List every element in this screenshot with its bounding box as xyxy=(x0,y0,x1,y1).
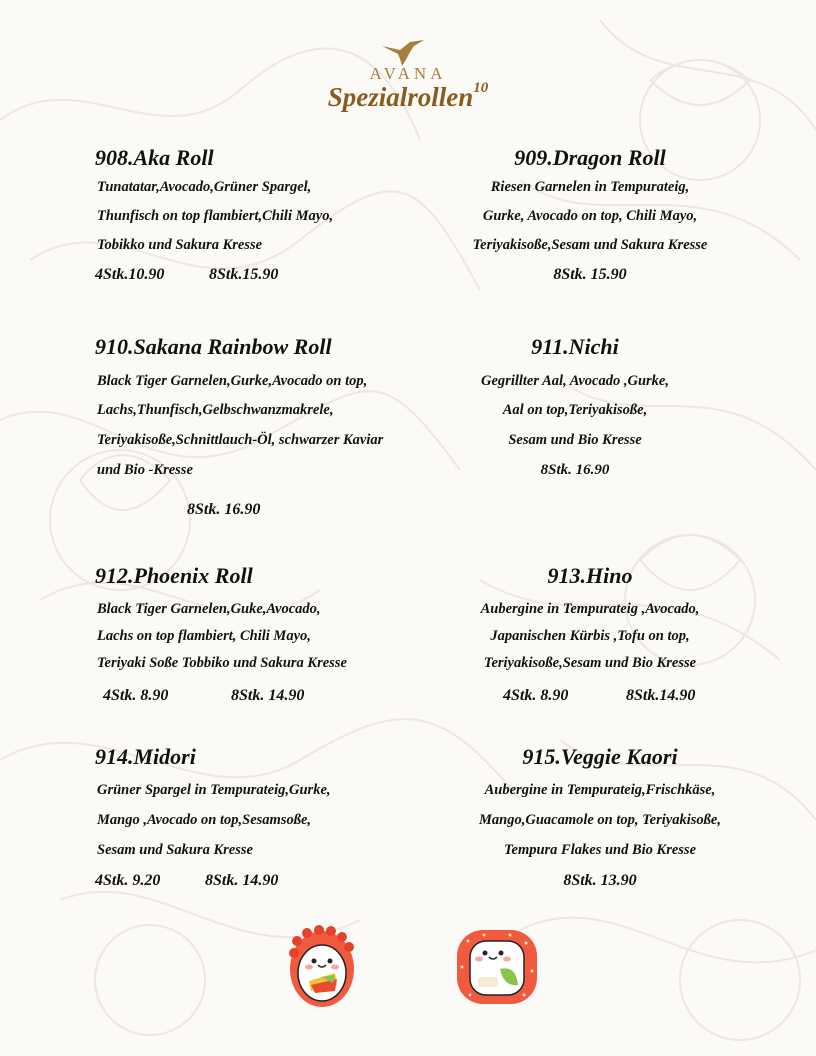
item-price: 8Stk. 14.90 xyxy=(231,687,305,704)
item-name: 911.Nichi xyxy=(531,334,619,359)
menu-item-909 xyxy=(440,145,740,295)
item-name: 908.Aka Roll xyxy=(95,145,214,170)
item-line: Black Tiger Garnelen,Guke,Avocado, xyxy=(97,601,321,617)
item-price: 8Stk. 14.90 xyxy=(205,872,279,889)
item-price: 4Stk. 8.90 xyxy=(103,687,169,704)
page-title-superscript: 10 xyxy=(473,80,489,96)
item-price: 4Stk. 9.20 xyxy=(95,872,161,889)
menu-item-908 xyxy=(95,145,425,295)
item-price: 8Stk. 15.90 xyxy=(553,266,627,283)
item-line: Mango ,Avocado on top,Sesamsoße, xyxy=(97,812,312,828)
item-price: 4Stk.10.90 xyxy=(95,266,165,283)
item-line: Teriyakisoße,Schnittlauch-Öl, schwarzer Kaviar xyxy=(97,432,384,448)
item-price: 8Stk.14.90 xyxy=(626,687,696,704)
menu-item-912 xyxy=(95,563,435,713)
item-line: Tempura Flakes und Bio Kresse xyxy=(503,842,697,858)
item-name: 909.Dragon Roll xyxy=(514,145,666,170)
item-price: 8Stk. 16.90 xyxy=(540,462,610,478)
item-line: Thunfisch on top flambiert,Chili Mayo, xyxy=(97,208,334,224)
item-line: Grüner Spargel in Tempurateig,Gurke, xyxy=(97,782,331,798)
item-price: 8Stk. 16.90 xyxy=(187,501,261,518)
item-name: 914.Midori xyxy=(95,744,196,769)
item-line: Teriyakisoße,Sesam und Bio Kresse xyxy=(483,655,697,671)
sushi-roll-icon xyxy=(454,927,540,1007)
item-line: Teriyaki Soße Tobbiko und Sakura Kresse xyxy=(97,655,347,671)
item-name: 912.Phoenix Roll xyxy=(95,563,253,588)
brand-name: AVANA xyxy=(369,64,447,83)
item-line: Black Tiger Garnelen,Gurke,Avocado on top, xyxy=(97,373,368,389)
item-line: Mango,Guacamole on top, Teriyakisoße, xyxy=(479,812,721,828)
item-price: 8Stk.15.90 xyxy=(209,266,279,283)
item-line: Lachs,Thunfisch,Gelbschwanzmakrele, xyxy=(97,402,334,418)
item-line: Riesen Garnelen in Tempurateig, xyxy=(490,179,690,195)
item-price: 8Stk. 13.90 xyxy=(563,872,637,889)
item-line: Japanischen Kürbis ,Tofu on top, xyxy=(490,628,690,644)
item-line: Tunatatar,Avocado,Grüner Spargel, xyxy=(97,179,312,195)
menu-item-915 xyxy=(445,744,755,894)
item-price: 4Stk. 8.90 xyxy=(503,687,569,704)
item-line: Gurke, Avocado on top, Chili Mayo, xyxy=(482,208,698,224)
item-line: Aubergine in Tempurateig,Frischkäse, xyxy=(484,782,716,798)
menu-item-913 xyxy=(445,563,735,713)
item-line: Lachs on top flambiert, Chili Mayo, xyxy=(97,628,311,644)
menu-item-911 xyxy=(460,334,690,484)
item-line: Teriyakisoße,Sesam und Sakura Kresse xyxy=(472,237,708,253)
sushi-roll-icon xyxy=(287,923,357,1011)
item-name: 915.Veggie Kaori xyxy=(522,744,678,769)
item-line: Sesam und Bio Kresse xyxy=(508,432,642,448)
item-line: und Bio -Kresse xyxy=(97,462,193,478)
page-title: Spezialrollen$^{10}$ xyxy=(327,80,489,112)
item-name: 913.Hino xyxy=(547,563,633,588)
menu-item-914 xyxy=(95,744,425,894)
item-name: 910.Sakana Rainbow Roll xyxy=(95,334,332,359)
item-line: Aubergine in Tempurateig ,Avocado, xyxy=(480,601,700,617)
menu-item-910 xyxy=(95,334,455,524)
item-line: Gegrillter Aal, Avocado ,Gurke, xyxy=(481,373,669,389)
item-line: Sesam und Sakura Kresse xyxy=(97,842,253,858)
item-line: Aal on top,Teriyakisoße, xyxy=(502,402,648,418)
item-line: Tobikko und Sakura Kresse xyxy=(97,237,263,253)
